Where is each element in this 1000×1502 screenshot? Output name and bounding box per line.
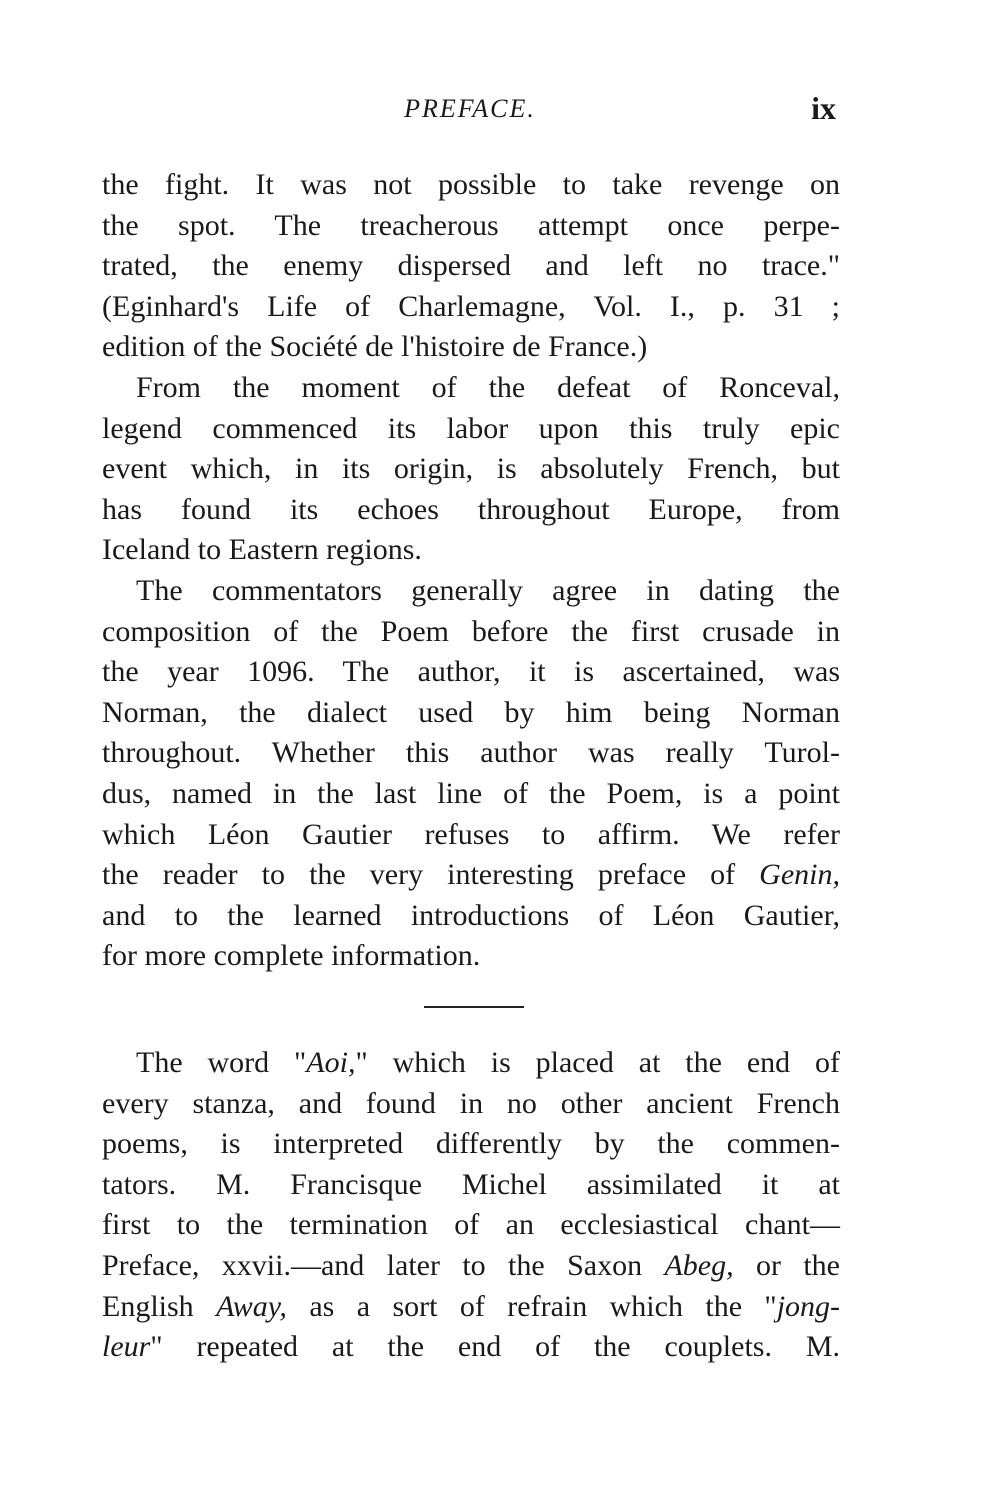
text-line	[102, 855, 840, 896]
text-line: (Eginhard's Life of Charlemagne, Vol. I., p. 31 ;	[102, 289, 840, 323]
text-segment: Preface, xxvii.—and later to the Saxon	[102, 1248, 665, 1282]
text-line: every stanza, and found in no other ancient French	[102, 1086, 840, 1120]
section-divider	[424, 1006, 524, 1008]
text-line: for more complete information.	[102, 939, 481, 973]
text-line: event which, in its origin, is absolutely French, but	[102, 452, 840, 486]
text-segment: English	[102, 1289, 217, 1323]
paragraph-start-line: The commentators generally agree in dating the	[136, 573, 840, 607]
text-line: trated, the enemy dispersed and left no trace."	[102, 249, 840, 283]
italic-term-away: Away,	[216, 1289, 287, 1323]
text-line: legend commenced its labor upon this truly epic	[102, 411, 840, 445]
italic-term-jongleur-part2: leur	[102, 1330, 151, 1364]
running-head-title: PREFACE.	[404, 94, 536, 123]
italic-term-abeg: Abeg,	[664, 1248, 734, 1282]
text-line: has found its echoes throughout Europe, from	[102, 492, 840, 526]
italic-term-jongleur-part1: jong-	[776, 1289, 841, 1323]
page-number: ix	[811, 90, 836, 126]
italic-term-aoi: Aoi,	[306, 1046, 356, 1079]
text-line: poems, is interpreted differently by the commen-	[102, 1127, 840, 1161]
text-line: first to the termination of an ecclesiastical chant—	[102, 1208, 840, 1242]
paragraph-start-line	[102, 1043, 840, 1084]
text-line: tators. M. Francisque Michel assimilated it at	[102, 1167, 840, 1201]
text-segment: " repeated at the end of the couplets. M.	[150, 1330, 840, 1364]
text-line: which Léon Gautier refuses to affirm. We refer	[102, 817, 840, 851]
text-line: Iceland to Eastern regions.	[102, 533, 422, 567]
text-line	[102, 1327, 840, 1368]
text-line: and to the learned introductions of Léon Gautier,	[102, 898, 840, 932]
text-line: dus, named in the last line of the Poem, is a point	[102, 776, 840, 810]
text-line	[102, 1287, 840, 1328]
text-segment: The word "	[136, 1046, 307, 1079]
paragraph-start-line: From the moment of the defeat of Ronceval,	[136, 370, 840, 404]
text-line: throughout. Whether this author was really Turol-	[102, 736, 840, 770]
text-line: the fight. It was not possible to take revenge on	[102, 168, 840, 201]
text-segment: the reader to the very interesting preface of	[102, 858, 760, 892]
text-segment: " which is placed at the end of	[355, 1046, 840, 1079]
text-line: the spot. The treacherous attempt once perpe-	[102, 208, 840, 242]
text-segment: or the	[733, 1248, 840, 1282]
text-line: Norman, the dialect used by him being Norman	[102, 695, 840, 729]
preface-text-block-2	[102, 1043, 840, 1368]
italic-term-genin: Genin,	[759, 858, 840, 892]
text-line: edition of the Société de l'histoire de France.)	[102, 330, 648, 364]
text-line	[102, 1246, 840, 1287]
text-segment: as a sort of refrain which the "	[286, 1289, 777, 1323]
running-head	[100, 92, 840, 132]
preface-text-block-1	[102, 165, 840, 977]
text-line: the year 1096. The author, it is ascertained, was	[102, 655, 840, 689]
text-line: composition of the Poem before the first crusade in	[102, 614, 840, 648]
